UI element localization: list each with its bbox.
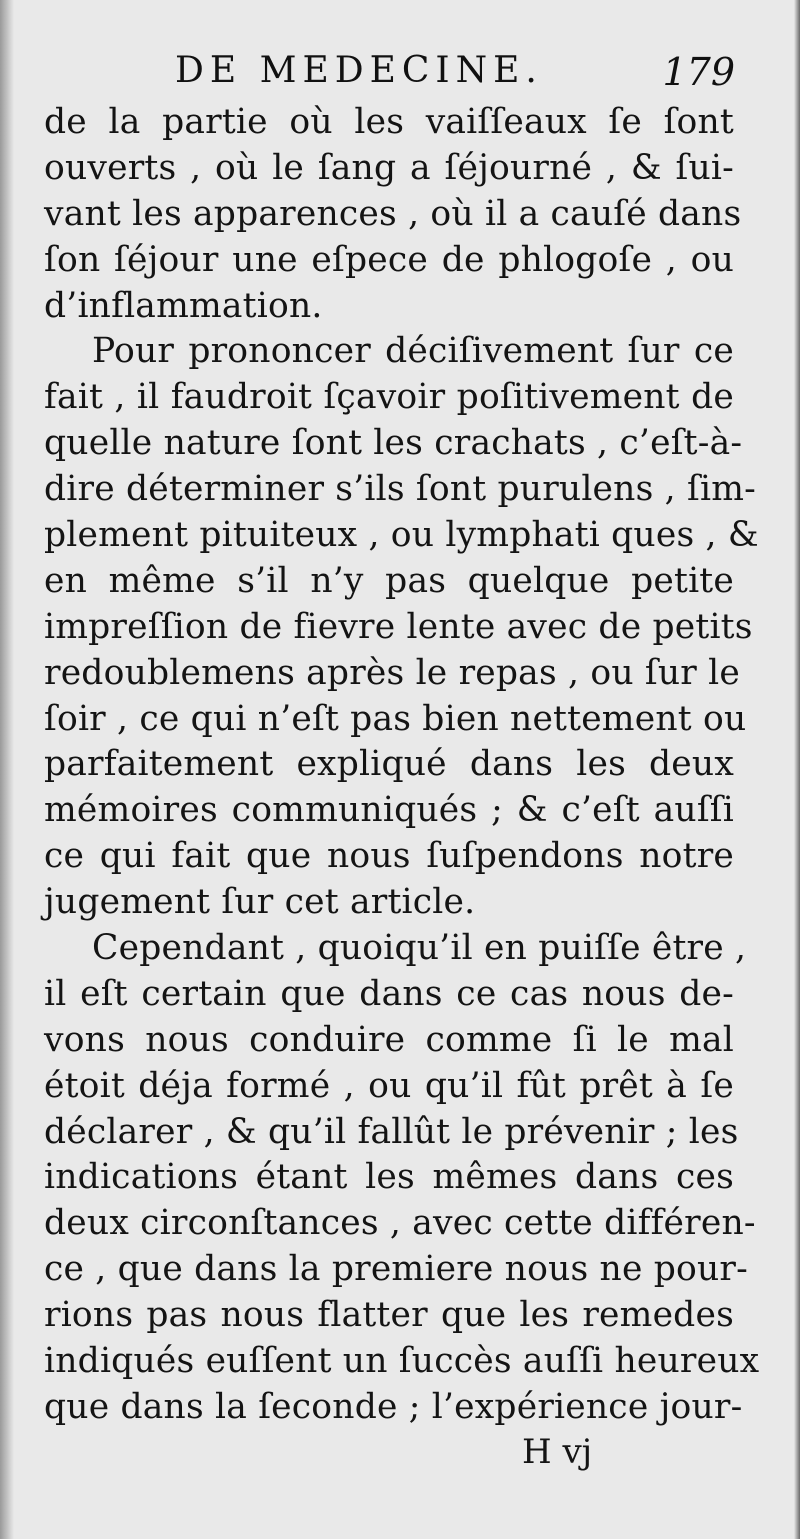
running-head-title: DE MEDECINE. [175,50,543,91]
page-left-shadow [0,0,14,1539]
text-line: de la partie où les vaiſſeaux ſe ſont [44,102,734,142]
page-number: 179 [662,50,735,94]
text-line: deux circonſtances , avec cette différen- [44,1203,756,1244]
paragraph-start-line: Cependant , quoiqu’il en puiſſe être , [92,928,747,969]
text-line: mémoires communiqués ; & c’eſt auſſi [44,790,734,831]
text-line: redoublemens après le repas , ou ſur le [44,652,741,693]
paragraph-start-line: Pour prononcer déciſivement ſur ce [92,331,734,372]
text-line: d’inflammation. [44,285,323,326]
text-line: plement pituiteux , ou lymphati ques , & [44,515,759,556]
text-line: il eſt certain que dans ce cas nous de- [44,973,734,1014]
text-line: dire déterminer s’ils ſont purulens , ſim- [44,469,756,510]
text-line: indiqués euſſent un ſuccès auſſi heureux [44,1341,760,1382]
text-line: ce , que dans la premiere nous ne pour- [44,1249,748,1290]
text-line: étoit déja formé , ou qu’il fût prêt à ſe [44,1065,734,1106]
text-line: quelle nature ſont les crachats , c’eſt-à- [44,423,743,464]
text-line: ſoir , ce qui n’eſt pas bien nettement ou [44,698,747,739]
text-line: en même s’il n’y pas quelque petite [44,560,734,601]
text-line: ce qui fait que nous ſuſpendons notre [44,836,734,877]
text-line: ſon ſéjour une eſpece de phlogoſe , ou [44,239,734,280]
text-line: déclarer , & qu’il fallût le prévenir ; les [44,1111,739,1152]
text-line: jugement ſur cet article. [44,882,476,923]
text-line: vant les apparences , où il a cauſé dans [44,193,742,234]
text-line: impreſſion de fievre lente avec de petits [44,606,753,647]
text-line: fait , il faudroit ſçavoir poſitivement de [44,377,734,418]
text-line: que dans la ſeconde ; l’expérience jour- [44,1386,743,1427]
text-line: parfaitement expliqué dans les deux [44,744,734,785]
text-line: vons nous conduire comme ſi le mal [44,1019,734,1060]
page-right-shadow [794,0,800,1539]
text-line: indications étant les mêmes dans ces [44,1157,734,1198]
text-line: rions pas nous flatter que les remedes [44,1295,734,1336]
text-line: ouverts , où le ſang a ſéjourné , & ſui- [44,147,734,188]
body-text [44,100,760,1431]
signature-mark: H vj [522,1432,593,1472]
running-head [175,50,735,100]
